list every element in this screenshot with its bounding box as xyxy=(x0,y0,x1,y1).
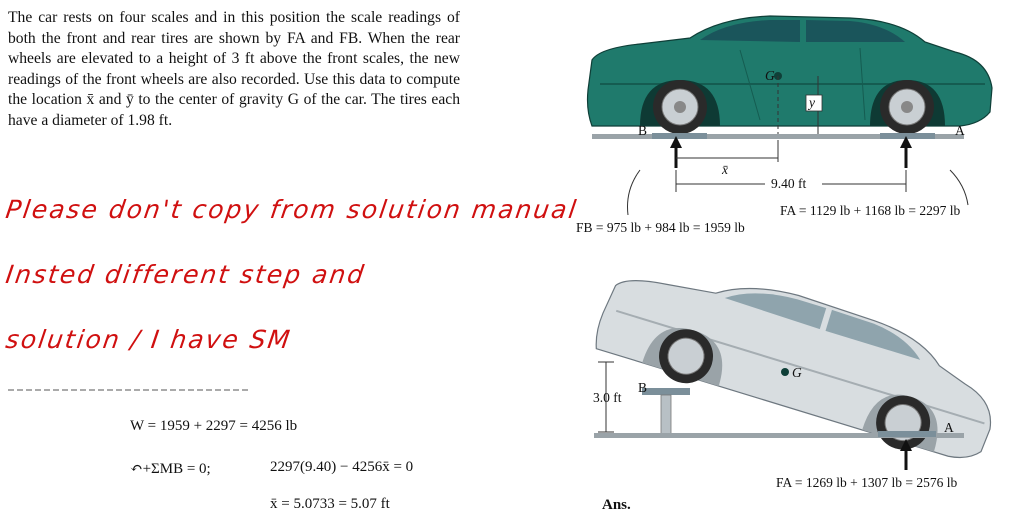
bottom-car xyxy=(590,242,1011,473)
handwritten-note-line-2: Insted different step and xyxy=(3,260,368,289)
bottom-label-G: G xyxy=(792,365,802,380)
xbar-equation: x̄ = 5.0733 = 5.07 ft xyxy=(270,496,390,512)
scale-A-top xyxy=(880,133,935,139)
wheelbase-label: 9.40 ft xyxy=(771,176,807,191)
top-label-G: G xyxy=(765,68,775,83)
moment-equation: 2297(9.40) − 4256x̄ = 0 xyxy=(270,459,414,475)
answer-label: Ans. xyxy=(602,497,631,513)
top-label-xbar: x̄ xyxy=(722,162,728,177)
fa-equation-bottom: FA = 1269 lb + 1307 lb = 2576 lb xyxy=(776,475,958,490)
scale-B-top xyxy=(652,133,707,139)
g-point-bottom xyxy=(781,368,789,376)
height-label: 3.0 ft xyxy=(593,390,622,405)
scale-A-bottom xyxy=(878,431,936,437)
top-car xyxy=(588,16,993,134)
top-label-y: y xyxy=(809,95,815,110)
top-label-A: A xyxy=(955,123,965,138)
moment-label: ↶+ΣMB = 0; xyxy=(130,461,211,477)
handwritten-note-line-1: Please don't copy from solution manual xyxy=(3,195,580,224)
top-label-B: B xyxy=(638,123,648,138)
bottom-label-A: A xyxy=(944,420,954,435)
fb-equation-top: FB = 975 lb + 984 lb = 1959 lb xyxy=(576,220,745,235)
bottom-label-B: B xyxy=(638,380,648,395)
problem-statement: The car rests on four scales and in this position the scale readings of both the front and rear tires are shown by FA and FB. When the rear wheels are elevated to a height of 3 ft above the front scales, the new readings of the front wheels are also recorded. Use this data to compute the location x̄ and ȳ to the center of gravity G of the car. The tires each have a diameter of 1.98 ft. xyxy=(8,9,460,129)
stand-top xyxy=(642,388,690,395)
weight-equation: W = 1959 + 2297 = 4256 lb xyxy=(130,418,298,434)
handwritten-note-line-3: solution / I have SM xyxy=(3,325,294,354)
stand-post xyxy=(661,395,671,435)
fa-equation-top: FA = 1129 lb + 1168 lb = 2297 lb xyxy=(780,203,961,218)
